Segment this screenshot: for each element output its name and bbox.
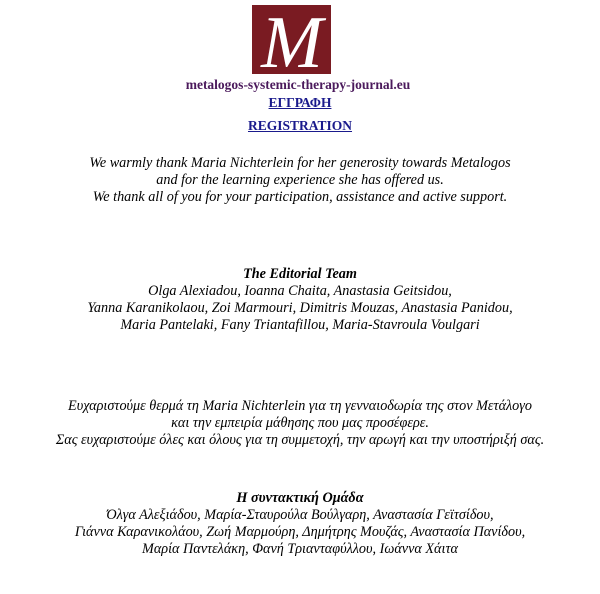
thanks-gr-line-2: και την εμπειρία μάθησης που μας προσέφερε. bbox=[171, 415, 429, 431]
thanks-gr-line-3: Σας ευχαριστούμε όλες και όλους για τη συμμετοχή, την αρωγή και την υποστήριξή σας. bbox=[55, 432, 545, 448]
team-en-line-1: Olga Alexiadou, Ioanna Chaita, Anastasia Geitsidou, bbox=[148, 283, 452, 299]
site-url-link[interactable]: metalogos-systemic-therapy-journal.eu bbox=[185, 77, 411, 92]
team-gr-line-1: Όλγα Αλεξιάδου, Μαρία-Σταυρούλα Βούλγαρη, Αναστασία Γεϊτσίδου, bbox=[106, 507, 494, 523]
thanks-en-line-3: We thank all of you for your participation, assistance and active support. bbox=[92, 189, 508, 205]
thanks-message-english bbox=[0, 155, 600, 206]
editorial-team-heading-en: The Editorial Team bbox=[243, 266, 357, 282]
thanks-en-line-1: We warmly thank Maria Nichterlein for her generosity towards Metalogos bbox=[89, 155, 511, 171]
team-en-line-2: Yanna Karanikolaou, Zoi Marmouri, Dimitris Mouzas, Anastasia Panidou, bbox=[87, 300, 513, 316]
logo-letter-graphic bbox=[252, 5, 331, 74]
editorial-team-heading-gr: Η συντακτική Ομάδα bbox=[236, 490, 364, 506]
editorial-team-greek bbox=[0, 490, 600, 558]
registration-link-greek[interactable]: ΕΓΓΡΑΦΗ bbox=[268, 95, 332, 110]
logo-letter: M bbox=[261, 5, 323, 74]
editorial-team-english bbox=[0, 266, 600, 334]
thanks-en-line-2: and for the learning experience she has offered us. bbox=[156, 172, 444, 188]
team-gr-line-3: Μαρία Παντελάκη, Φανή Τριανταφύλλου, Ιωάννα Χάιτα bbox=[142, 541, 458, 557]
thanks-message-greek bbox=[0, 398, 600, 449]
team-en-line-3: Maria Pantelaki, Fany Triantafillou, Maria-Stavroula Voulgari bbox=[120, 317, 480, 333]
metalogos-logo bbox=[252, 5, 331, 74]
thanks-gr-line-1: Ευχαριστούμε θερμά τη Maria Nichterlein για τη γενναιοδωρία της στον Μετάλογο bbox=[68, 398, 532, 414]
registration-link-english[interactable]: REGISTRATION bbox=[247, 118, 353, 133]
team-gr-line-2: Γιάννα Καρανικολάου, Ζωή Μαρμούρη, Δημήτρης Μουζάς, Αναστασία Πανίδου, bbox=[74, 524, 526, 540]
